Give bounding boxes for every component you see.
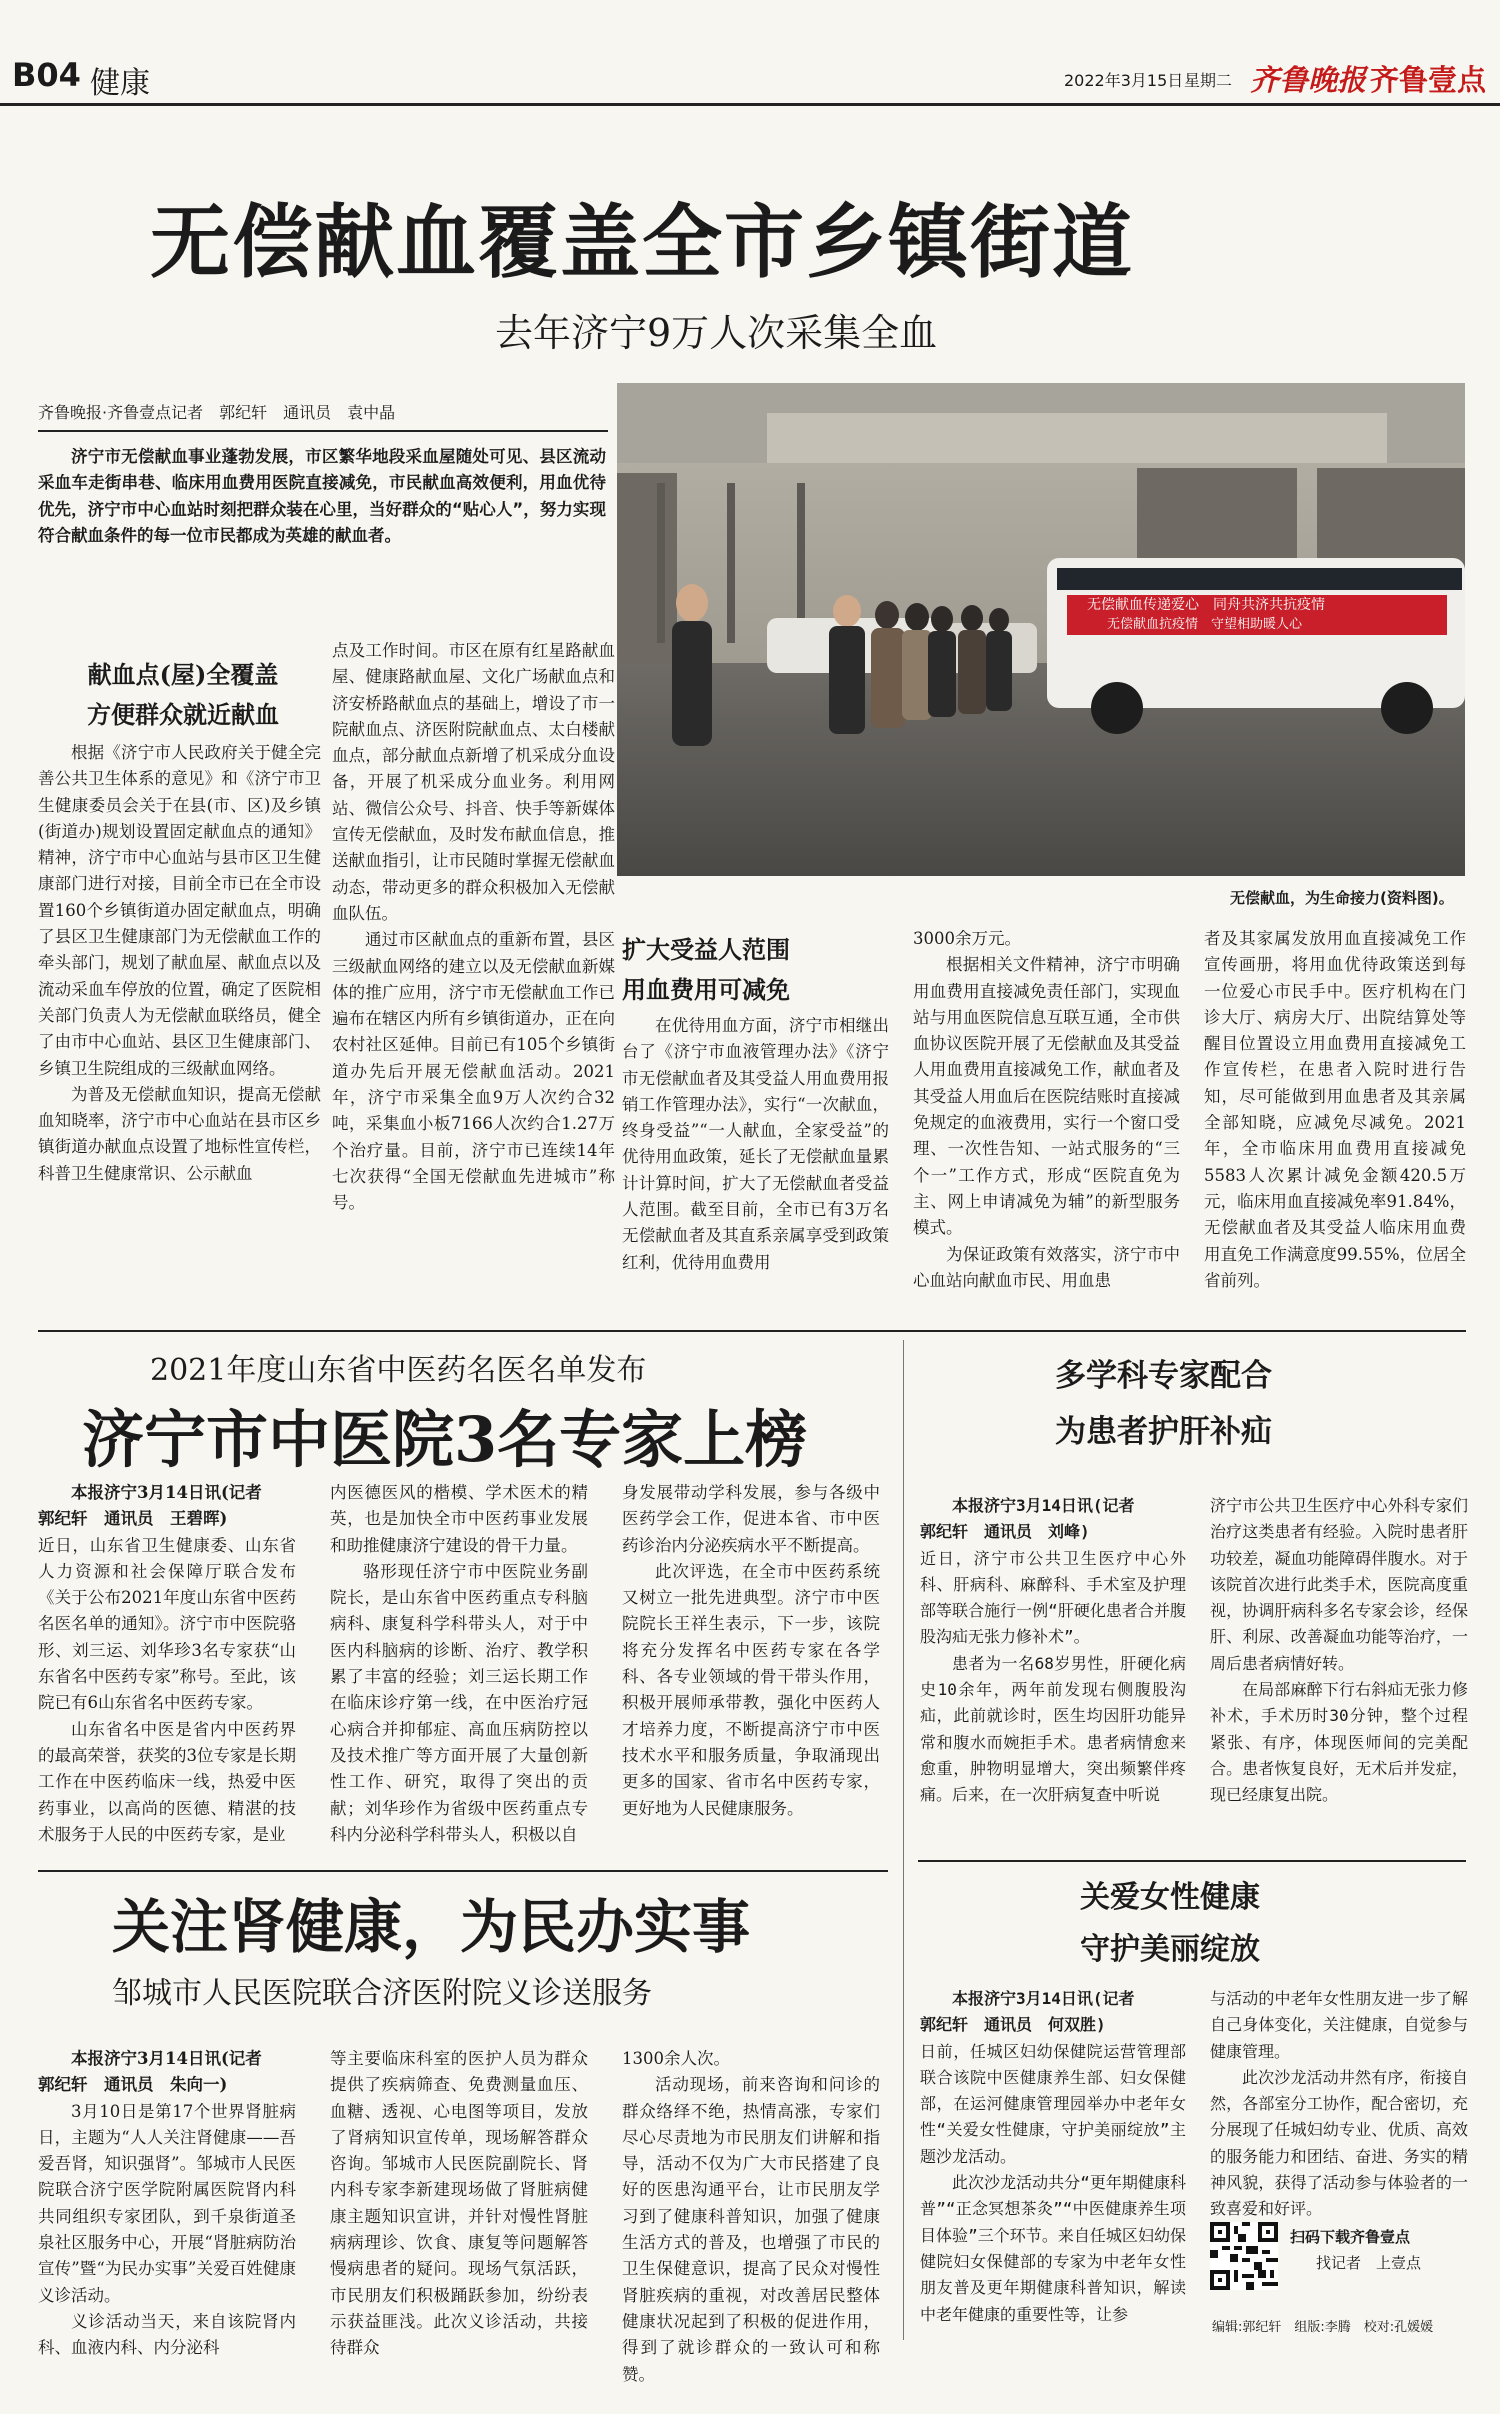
story1-col2 [332, 638, 615, 1217]
issue-weekday: 星期二 [1184, 71, 1233, 90]
paragraph: 点及工作时间。市区在原有红星路献血屋、健康路献血屋、文化广场献血点和济安桥路献血点的基础上，增设了市一院献血点、济医附院献血点、太白楼献血点，部分献血点新增了机采成分血设备，开展了机采成分血业务。利用网站、微信公众号、抖音、快手等新媒体宣传无偿献血，及时发布献血信息，推送献血指引，让市民随时掌握无偿献血动态，带动更多的群众积极加入无偿献血队伍。 [332, 641, 615, 923]
story1-lead [38, 444, 606, 549]
qr-code-icon[interactable] [1210, 2222, 1278, 2290]
story3-headline [1055, 1348, 1272, 1460]
story1-bottom-rule [38, 1330, 1466, 1332]
paragraph: 等主要临床科室的医护人员为群众提供了疾病筛查、免费测量血压、血糖、透视、心电图等项目，发放了肾病知识宣传单，现场解答群众咨询。邹城市人民医院副院长、肾内科专家李新建现场做了肾脏病健康主题知识宣讲，并针对慢性肾脏病病理诊、饮食、康复等问题解答慢病患者的疑问。现场气氛活跃，市民朋友们积极踊跃参加，纷纷表示获益匪浅。此次义诊活动，共接待群众 [330, 2049, 588, 2358]
paragraph: 者及其家属发放用血直接减免工作宣传画册，将用血优待政策送到每一位爱心市民手中。医疗机构在门诊大厅、病房大厅、出院结算处等醒目位置设立用血费用直接减免工作宣传栏，在患者入院时进行告知，尽可能做到用血患者及其亲属全部知晓，应减免尽减免。2021年，全市临床用血费用直接减免5583人次累计减免金额420.5万元，临床用血直接减免率91.84%，无偿献血者及其受益人临床用血费用直免工作满意度99.55%，位居全省前列。 [1204, 929, 1466, 1290]
story1-byline-rule [38, 430, 608, 432]
story1-col5 [1204, 926, 1466, 1294]
paragraph: 身发展带动学科发展，参与各级中医药学会工作，促进本省、市中医药诊治内分泌疾病水平不断提高。 [622, 1483, 880, 1555]
story2-headline: 济宁市中医院3名专家上榜 [82, 1403, 808, 1476]
story3-bottom-rule [918, 1860, 1466, 1862]
paragraph: 根据《济宁市人民政府关于健全完善公共卫生体系的意见》和《济宁市卫生健康委员会关于在县(市、区)及乡镇(街道办)规划设置固定献血点的通知》精神，济宁市中心血站与县市区卫生健康部门进行对接，目前全市已在全市设置160个乡镇街道办固定献血点，明确了县区卫生健康部门为无偿献血工作的牵头部门，规划了献血屋、献血点以及流动采血车停放的位置，确定了医院相关部门负责人为无偿献血联络员，健全了由市中心血站、县区卫生健康部门、乡镇卫生院组成的三级献血网络。 [38, 743, 321, 1078]
story5-col1 [920, 1986, 1186, 2328]
story2-byline-1: 本报济宁3月14日讯(记者 [71, 1483, 262, 1502]
paragraph: 活动现场，前来咨询和问诊的群众络绎不绝，热情高涨，专家们尽心尽责地为市民朋友们讲解和指导，活动不仅为广大市民搭建了良好的医患沟通平台，让市民朋友学习到了健康科普知识，加强了健康生活方式的普及，也增强了市民的卫生保健意识，提高了民众对慢性肾脏疾病的重视，对改善居民整体健康状况起到了积极的促进作用，得到了就诊群众的一致认可和称赞。 [622, 2075, 880, 2384]
paragraph: 骆形现任济宁市中医院业务副院长，是山东省中医药重点专科脑病科、康复科学科带头人，对于中医内科脑病的诊断、治疗、教学积累了丰富的经验；刘三运长期工作在临床诊疗第一线，在中医治疗冠心病合并抑郁症、高血压病防控以及技术推广等方面开展了大量创新性工作、研究，取得了突出的贡献；刘华珍作为省级中医药重点专科内分泌科学科带头人，积极以自 [330, 1561, 588, 1844]
story2-byline-2: 郭纪轩 通讯员 王碧晖) [38, 1509, 228, 1529]
story2-kicker: 2021年度山东省中医药名医名单发布 [150, 1353, 647, 1388]
story2-col1 [38, 1480, 296, 1848]
paragraph: 在优待用血方面，济宁市相继出台了《济宁市血液管理办法》《济宁市无偿献血者及其受益人用血费用报销工作管理办法》，实行“一次献血，终身受益”“一人献血，全家受益”的优待用血政策，延长了无偿献血量累计计算时间，扩大了无偿献血者受益人范围。截至目前，全市已有3万名无偿献血者及其直系亲属享受到政策红利，优待用血费用 [622, 1016, 889, 1272]
paragraph: 在局部麻醉下行右斜疝无张力修补术，手术历时30分钟，整个过程紧张、有序，体现医师间的完美配合。患者恢复良好，无术后并发症，现已经康复出院。 [1210, 1680, 1468, 1805]
story3-col1 [920, 1493, 1186, 1809]
story4-byline-2: 郭纪轩 通讯员 朱向一) [38, 2075, 228, 2095]
bus-banner-text: 无偿献血传递爱心 同舟共济共抗疫情 [1087, 597, 1325, 613]
story3-byline-1: 本报济宁3月14日讯(记者 [952, 1496, 1135, 1515]
paragraph: 此次沙龙活动井然有序，衔接自然，各部室分工协作，配合密切，充分展现了任城妇幼专业、优质、高效的服务能力和团结、奋进、务实的精神风貌，获得了活动参与体验者的一致喜爱和好评。 [1210, 2067, 1468, 2219]
story2-col3 [622, 1480, 880, 1822]
brand-logo-qilu-evening-news: 齐鲁晚报 [1250, 63, 1367, 97]
paragraph: 此次评选，在全市中医药系统又树立一批先进典型。济宁市中医院院长王祥生表示，下一步，该院将充分发挥名中医药专家在各学科、各专业领域的骨干带头作用，积极开展师承带教，强化中医药人才培养力度，不断提高济宁市中医技术水平和服务质量，争取涌现出更多的国家、省市名中医药专家，更好地为人民健康服务。 [622, 1561, 880, 1818]
blood-donation-bus-scene-image [617, 383, 1465, 876]
brand-logo-qilu-yidian: 齐鲁壹点 [1370, 63, 1487, 97]
story1-subhead-1-line2: 方便群众就近献血 [87, 700, 279, 729]
story5-headline [1080, 1872, 1260, 1976]
story4-subhead: 邹城市人民医院联合济医附院义诊送服务 [112, 1976, 652, 2011]
story5-byline-2: 郭纪轩 通讯员 何双胜) [920, 2015, 1106, 2035]
story5-headline-line2: 守护美丽绽放 [1080, 1932, 1260, 1967]
story5-headline-line1: 关爱女性健康 [1080, 1880, 1260, 1915]
story5-col2 [1210, 1986, 1468, 2223]
story2-bottom-rule [38, 1870, 888, 1872]
story1-subhead-2-line1: 扩大受益人范围 [622, 935, 790, 964]
paragraph: 义诊活动当天，来自该院肾内科、血液内科、内分泌科 [38, 2311, 296, 2358]
story4-col3 [622, 2046, 880, 2388]
paragraph: 日前，任城区妇幼保健院运营管理部联合该院中医健康养生部、妇女保健部，在运河健康管理园举办中老年女性“关爱女性健康，守护美丽绽放”主题沙龙活动。 [920, 2041, 1186, 2166]
qr-caption-1: 扫码下载齐鲁壹点 [1290, 2228, 1411, 2246]
paragraph: 1300余人次。 [622, 2049, 730, 2068]
paragraph: 内医德医风的楷模、学术医术的精英，也是加快全市中医药事业发展和助推健康济宁建设的骨干力量。 [330, 1483, 588, 1555]
editor-credits: 编辑:郭纪轩 组版:李腾 校对:孔媛媛 [1212, 2320, 1434, 2335]
story4-headline: 关注肾健康，为民办实事 [112, 1893, 751, 1961]
section-name: 健康 [90, 66, 150, 101]
paragraph: 3月10日是第17个世界肾脏病日，主题为“人人关注肾健康——吾爱吾肾，知识强肾”。邹城市人民医院联合济宁医学院附属医院肾内科共同组织专家团队，到千泉街道圣泉社区服务中心，开展“肾脏病防治宣传”暨“为民办实事”关爱百姓健康义诊活动。 [38, 2101, 296, 2305]
paragraph: 患者为一名68岁男性，肝硬化病史10余年，两年前发现右侧腹股沟疝，此前就诊时，医生均因肝功能异常和腹水而婉拒手术。患者病情愈来愈重，肿物明显增大，突出频繁伴疼痛。后来，在一次肝病复查中听说 [920, 1653, 1186, 1805]
story3-col2 [1210, 1493, 1468, 1809]
story1-col3 [622, 1013, 889, 1276]
page-number: B04 [12, 56, 81, 94]
paragraph: 山东省名中医是省内中医药界的最高荣誉，获奖的3位专家是长期工作在中医药临床一线，热爱中医药事业，以高尚的医德、精湛的技术服务于人民的中医药专家，是业 [38, 1719, 296, 1844]
story1-subhead-2 [622, 930, 852, 1010]
story2-col2 [330, 1480, 588, 1848]
bus-banner-text-2: 无偿献血抗疫情 守望相助暖人心 [1107, 617, 1303, 632]
story1-byline: 齐鲁晚报·齐鲁壹点记者 郭纪轩 通讯员 袁中晶 [38, 403, 396, 422]
qr-caption-2: 找记者 上壹点 [1316, 2254, 1422, 2272]
paragraph: 为保证政策有效落实，济宁市中心血站向献血市民、用血患 [913, 1244, 1180, 1290]
story1-photo-caption: 无偿献血，为生命接力(资料图)。 [1230, 889, 1454, 907]
story4-col1 [38, 2046, 296, 2362]
story4-byline-1: 本报济宁3月14日讯(记者 [71, 2049, 262, 2068]
story1-subhead-1 [38, 655, 328, 735]
story5-byline-1: 本报济宁3月14日讯(记者 [952, 1989, 1135, 2008]
issue-date: 2022年3月15日 [1064, 71, 1184, 90]
paragraph: 近日，济宁市公共卫生医疗中心外科、肝病科、麻醉科、手术室及护理部等联合施行一例“肝硬化患者合并腹股沟疝无张力修补术”。 [920, 1548, 1186, 1647]
story3-byline-2: 郭纪轩 通讯员 刘峰) [920, 1522, 1090, 1542]
story1-col4 [913, 926, 1180, 1294]
story1-photo [617, 383, 1465, 876]
paragraph: 根据相关文件精神，济宁市明确用血费用直接减免责任部门，实现血站与用血医院信息互联互通，全市供血协议医院开展了无偿献血及其受益人用血费用直接减免工作，献血者及其受益人用血后在医院结账时直接减免规定的血液费用，实行一个窗口受理、一次性告知、一站式服务的“三个一”工作方式，形成“医院直免为主、网上申请减免为辅”的新型服务模式。 [913, 955, 1180, 1238]
paragraph: 此次沙龙活动共分“更年期健康科普”“正念冥想茶灸”“中医健康养生项目体验”三个环节。来自任城区妇幼保健院妇女保健部的专家为中老年女性朋友普及更年期健康科普知识，解读中老年健康的重要性等，让参 [920, 2173, 1186, 2324]
story1-lead-text: 济宁市无偿献血事业蓬勃发展，市区繁华地段采血屋随处可见、县区流动采血车走街串巷、临床用血费用医院直接减免，市民献血高效便利，用血优待优先，济宁市中心血站时刻把群众装在心里，当好群众的“贴心人”，努力实现符合献血条件的每一位市民都成为英雄的献血者。 [38, 447, 606, 545]
paragraph: 与活动的中老年女性朋友进一步了解自己身体变化，关注健康，自觉参与健康管理。 [1210, 1989, 1468, 2061]
header-rule [0, 103, 1500, 106]
paragraph: 近日，山东省卫生健康委、山东省人力资源和社会保障厅联合发布《关于公布2021年度山东省中医药名医名单的通知》。济宁市中医院骆形、刘三运、刘华珍3名专家获“山东省名中医药专家”称号。至此，该院已有6山东省名中医药专家。 [38, 1535, 296, 1713]
story1-subhead: 去年济宁9万人次采集全血 [495, 311, 938, 355]
story3-headline-line2: 为患者护肝补疝 [1055, 1414, 1272, 1450]
story3-headline-line1: 多学科专家配合 [1055, 1358, 1272, 1394]
story1-headline: 无偿献血覆盖全市乡镇街道 [150, 195, 1134, 289]
story1-col1 [38, 740, 321, 1187]
story1-subhead-1-line1: 献血点(屋)全覆盖 [87, 660, 279, 689]
paragraph: 为普及无偿献血知识，提高无偿献血知晓率，济宁市中心血站在县市区乡镇街道办献血点设置了地标性宣传栏，科普卫生健康常识、公示献血 [38, 1084, 321, 1183]
paragraph: 通过市区献血点的重新布置，县区三级献血网络的建立以及无偿献血新媒体的推广应用，济宁市无偿献血工作已遍布在辖区内所有乡镇街道办，正在向农村社区延伸。目前已有105个乡镇街道办先后开展无偿献血活动。2021年，济宁市采集全血9万人次约合32吨，采集血小板7166人次约合1.27万个治疗量。目前，济宁市已连续14年七次获得“全国无偿献血先进城市”称号。 [332, 930, 615, 1213]
story1-subhead-2-line2: 用血费用可减免 [622, 975, 790, 1004]
column-divider [903, 1340, 904, 2340]
paragraph: 济宁市公共卫生医疗中心外科专家们治疗这类患者有经验。入院时患者肝功较差，凝血功能障碍伴腹水。对于该院首次进行此类手术，医院高度重视，协调肝病科多名专家会诊，经保肝、利尿、改善凝血功能等治疗，一周后患者病情好转。 [1210, 1496, 1468, 1673]
paragraph: 3000余万元。 [913, 929, 1021, 948]
story4-col2 [330, 2046, 588, 2362]
